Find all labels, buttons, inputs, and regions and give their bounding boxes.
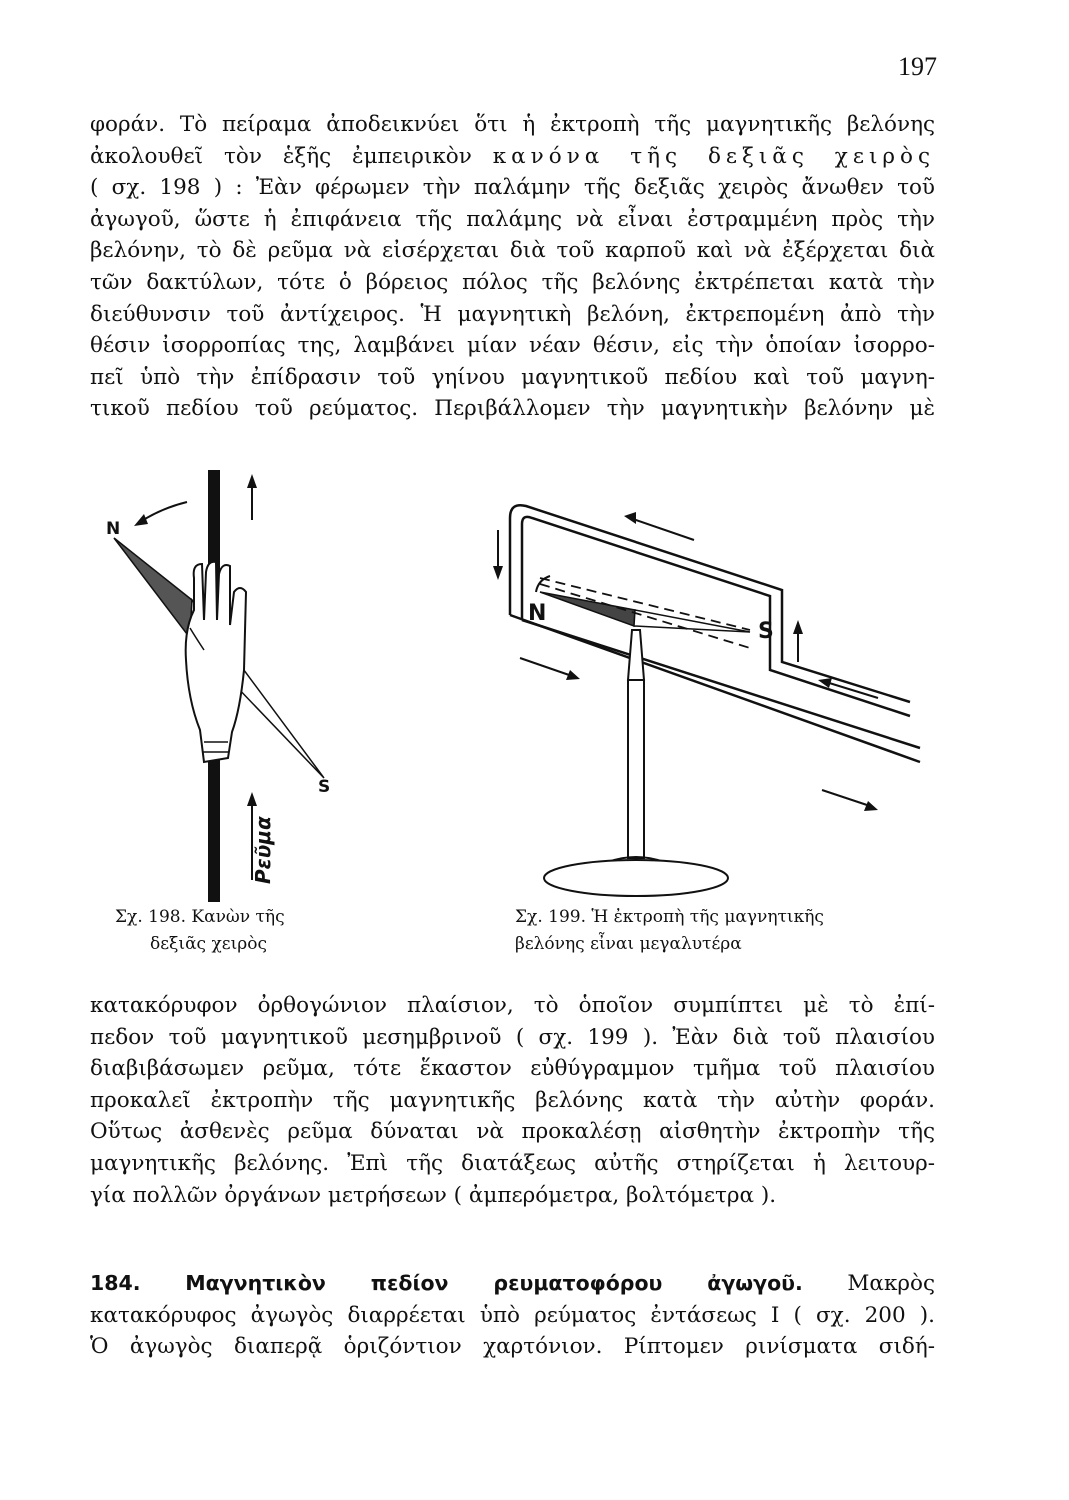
current-arrowhead xyxy=(493,566,503,580)
text-line: θέσιν ἰσορροπίας της, λαμβάνει μίαν νέαν θέσιν, εἰς τὴν ὁποίαν ἰσορρο- xyxy=(90,333,935,359)
rotation-arrowhead xyxy=(134,514,148,526)
caption-line: Σχ. 199. Ἡ ἐκτροπὴ τῆς μαγνητικῆς xyxy=(515,907,824,927)
rule-name-spaced: κανόνα τῆς δεξιᾶς χειρὸς xyxy=(492,143,936,169)
current-arrowhead xyxy=(624,512,636,524)
needle-north-half xyxy=(114,538,192,638)
text-line: Ὁ ἀγωγὸς διαπερᾷ ὁριζόντιον χαρτόνιον. Ρίπτομεν ρινίσματα σιδή- xyxy=(90,1334,935,1360)
text-line: κατακόρυφον ὀρθογώνιον πλαίσιον, τὸ ὁποῖον συμπίπτει μὲ τὸ ἐπί- xyxy=(90,993,935,1018)
stand-base xyxy=(544,860,728,896)
current-arrow-lower xyxy=(822,790,870,806)
figure-199-frame-galvanometer xyxy=(480,480,950,900)
text-line: γία πολλῶν ὀργάνων μετρήσεων ( ἀμπερόμετρα, βολτόμετρα ). xyxy=(90,1182,777,1208)
section-title: Μαγνητικὸν πεδίον ρευματοφόρου ἀγωγοῦ. xyxy=(185,1271,803,1295)
text-line: βελόνην, τὸ δὲ ρεῦμα νὰ εἰσέρχεται διὰ τοῦ καρποῦ καὶ νὰ ἐξέρχεται διὰ xyxy=(90,238,935,264)
current-arrowhead xyxy=(793,620,803,634)
section-number: 184. xyxy=(90,1271,141,1295)
text-fragment: ἀκολουθεῖ τὸν ἑξῆς ἐμπειρικὸν xyxy=(90,143,472,169)
text-line: Οὕτως ἀσθενὲς ρεῦμα δύναται νὰ προκαλέσῃ αἰσθητὴν ἐκτροπὴν τῆς xyxy=(90,1119,935,1145)
section-heading-line xyxy=(90,1268,935,1300)
rotation-arrow xyxy=(140,502,187,522)
text-line: φοράν. Τὸ πείραμα ἀποδεικνύει ὅτι ἡ ἐκτροπὴ τῆς μαγνητικῆς βελόνης xyxy=(90,112,935,137)
text-line: διεύθυνσιν τοῦ ἀντίχειρος. Ἡ μαγνητικὴ βελόνη, ἐκτρεπομένη ἀπὸ τὴν xyxy=(90,301,935,327)
caption-line: δεξιᾶς χειρὸς xyxy=(150,934,267,954)
right-hand xyxy=(186,562,246,762)
south-pole-label: S xyxy=(758,619,774,644)
page-number: 197 xyxy=(898,52,937,81)
current-arrow-top-frame xyxy=(630,518,694,540)
text-fragment: Μακρὸς xyxy=(847,1271,936,1296)
text-line: διαβιβάσωμεν ρεῦμα, τότε ἕκαστον εὐθύγραμμον τμῆμα τοῦ πλαισίου xyxy=(90,1056,935,1082)
text-line: πεδον τοῦ μαγνητικοῦ μεσημβρινοῦ ( σχ. 199 ). Ἐὰν διὰ τοῦ πλαισίου xyxy=(90,1024,935,1050)
text-line: μαγνητικῆς βελόνης. Ἐπὶ τῆς διατάξεως αὐτῆς στηρίζεται ἡ λειτουρ- xyxy=(90,1150,935,1176)
frame-inner xyxy=(522,517,910,716)
figure-198-caption xyxy=(115,904,355,958)
text-line: τῶν δακτύλων, τότε ὁ βόρειος πόλος τῆς βελόνης ἐκτρέπεται κατὰ τὴν xyxy=(90,269,935,295)
text-line: τικοῦ πεδίου τοῦ ρεύματος. Περιβάλλομεν τὴν μαγνητικὴν βελόνην μὲ xyxy=(90,396,935,422)
current-arrowhead-bottom xyxy=(247,792,257,806)
north-pole-label: N xyxy=(106,519,121,539)
figure-199-caption xyxy=(515,904,935,958)
figure-198-right-hand-rule xyxy=(92,460,362,910)
text-line: ἀγωγοῦ, ὥστε ἡ ἐπιφάνεια τῆς παλάμης νὰ εἶναι ἐστραμμένη πρὸς τὴν xyxy=(90,206,935,232)
needle-south-half xyxy=(634,610,750,632)
paragraph-1 xyxy=(90,109,935,425)
text-line: κατακόρυφος ἀγωγὸς διαρρέεται ὑπὸ ρεύματος ἐντάσεως Ι ( σχ. 200 ). xyxy=(90,1302,935,1328)
text-line: προκαλεῖ ἐκτροπὴν τῆς μαγνητικῆς βελόνης κατὰ τὴν αὐτὴν φοράν. xyxy=(90,1087,935,1113)
text-line: πεῖ ὑπὸ τὴν ἐπίδρασιν τοῦ γηίνου μαγνητικοῦ πεδίου καὶ τοῦ μαγνη- xyxy=(90,364,935,390)
current-arrowhead-top xyxy=(247,474,257,488)
south-pole-label: S xyxy=(318,777,331,797)
caption-line: βελόνης εἶναι μεγαλυτέρα xyxy=(515,934,742,954)
frame-bottom-inner xyxy=(522,620,920,748)
text-line: ( σχ. 198 ) : Ἐὰν φέρωμεν τὴν παλάμην τῆς δεξιᾶς χειρὸς ἄνωθεν τοῦ xyxy=(90,175,935,201)
current-arrowhead xyxy=(566,670,580,680)
stand-rod xyxy=(628,680,644,858)
north-pole-label: N xyxy=(528,601,547,626)
current-arrowhead xyxy=(864,801,878,811)
current-arrow-bottom-frame xyxy=(520,658,572,676)
pivot xyxy=(628,630,644,680)
caption-line: Σχ. 198. Κανὼν τῆς xyxy=(115,907,285,927)
current-label: Ρεῦμα xyxy=(251,816,275,884)
section-184 xyxy=(90,1268,935,1363)
text-line xyxy=(90,141,935,173)
paragraph-2 xyxy=(90,990,935,1211)
